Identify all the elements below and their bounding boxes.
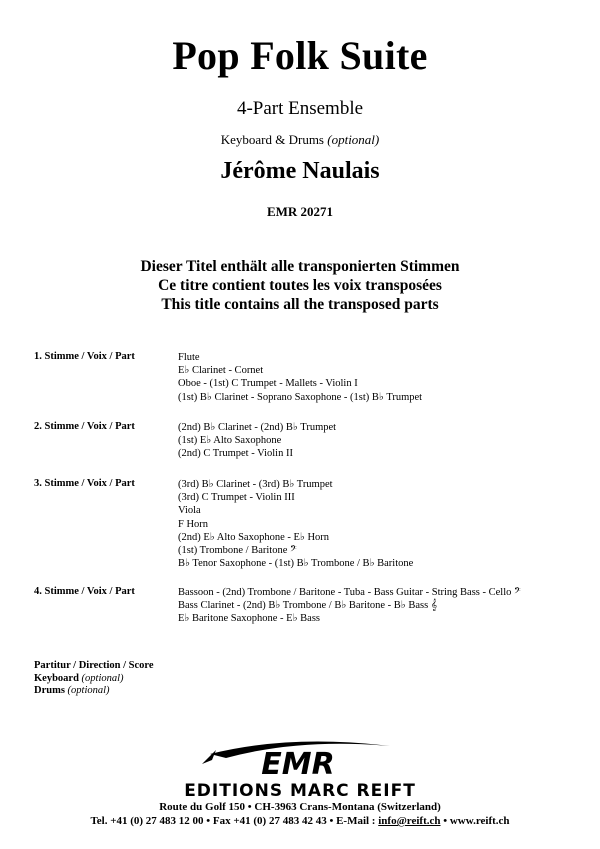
instrument-line: (2nd) E♭ Alto Saxophone - E♭ Horn: [178, 531, 330, 543]
contact-website: • www.reift.ch: [440, 815, 510, 827]
instrument-line: (3rd) B♭ Clarinet - (3rd) B♭ Trumpet: [178, 479, 333, 490]
score-label: Partitur / Direction / Score: [34, 660, 154, 671]
logo-emr-text: EMR: [261, 747, 335, 782]
notice-english: This title contains all the transposed parts: [161, 296, 439, 313]
instrument-line: B♭ Tenor Saxophone - (1st) B♭ Trombone / B♭ Baritone: [178, 558, 414, 570]
part-2-instruments: [178, 421, 336, 461]
instrument-line: Bassoon - (2nd) Trombone / Baritone - Tuba - Bass Guitar - String Bass - Cello 𝄢: [178, 587, 521, 598]
catalog-number: EMR 20271: [266, 204, 334, 219]
drums-label: Drums: [34, 685, 65, 697]
instrument-line: E♭ Clarinet - Cornet: [178, 365, 264, 377]
drums-optional: (optional): [67, 685, 110, 697]
part-1-instruments: [178, 351, 422, 404]
notice-french: Ce titre contient toutes les voix transposées: [158, 277, 442, 294]
instrument-line: Bass Clarinet - (2nd) B♭ Trombone / B♭ Baritone - B♭ Bass 𝄞: [178, 600, 438, 612]
instrument-line: Viola: [178, 505, 201, 517]
keyboard-optional: (optional): [81, 672, 124, 684]
instrument-line: E♭ Baritone Saxophone - E♭ Bass: [178, 613, 321, 625]
keyboard-label: Keyboard: [34, 672, 79, 684]
score-block: [34, 660, 154, 698]
part-1-label: 1. Stimme / Voix / Part: [34, 351, 135, 362]
instrument-line: (2nd) B♭ Clarinet - (2nd) B♭ Trumpet: [178, 422, 337, 433]
instrument-line: (3rd) C Trumpet - Violin III: [178, 492, 295, 504]
emr-logo: [140, 736, 460, 800]
ensemble-subtitle: 4-Part Ensemble: [236, 98, 364, 119]
publisher-contact: [0, 815, 600, 827]
composer-name: Jérôme Naulais: [220, 158, 380, 184]
instrumentation-optional: (optional): [327, 132, 380, 147]
part-4-label: 4. Stimme / Voix / Part: [34, 586, 135, 597]
instrument-line: F Horn: [178, 518, 209, 530]
part-4-instruments: [178, 586, 521, 626]
instrument-line: (1st) Trombone / Baritone 𝄢: [178, 545, 297, 557]
part-2-label: 2. Stimme / Voix / Part: [34, 421, 135, 432]
instrument-line: (2nd) C Trumpet - Violin II: [178, 448, 293, 460]
part-3-instruments: [178, 478, 413, 570]
instrumentation-line: [0, 132, 600, 148]
piece-title: Pop Folk Suite: [172, 33, 428, 78]
notice-german: Dieser Titel enthält alle transponierten Stimmen: [140, 258, 460, 275]
part-3-label: 3. Stimme / Voix / Part: [34, 478, 135, 489]
email-link[interactable]: info@reift.ch: [378, 815, 441, 827]
instrument-line: Oboe - (1st) C Trumpet - Mallets - Violin I: [178, 378, 358, 390]
publisher-address: Route du Golf 150 • CH-3963 Crans-Montana (Switzerland): [159, 801, 441, 813]
instrument-line: (1st) E♭ Alto Saxophone: [178, 435, 282, 447]
instrument-line: (1st) B♭ Clarinet - Soprano Saxophone - (1st) B♭ Trumpet: [178, 391, 423, 403]
logo-publisher-name: EDITIONS MARC REIFT: [184, 781, 416, 800]
contact-phone-fax: Tel. +41 (0) 27 483 12 00 • Fax +41 (0) 27 483 42 43 • E-Mail :: [90, 815, 379, 827]
instrumentation-text: Keyboard & Drums: [220, 132, 324, 147]
instrument-line: Flute: [178, 352, 200, 363]
